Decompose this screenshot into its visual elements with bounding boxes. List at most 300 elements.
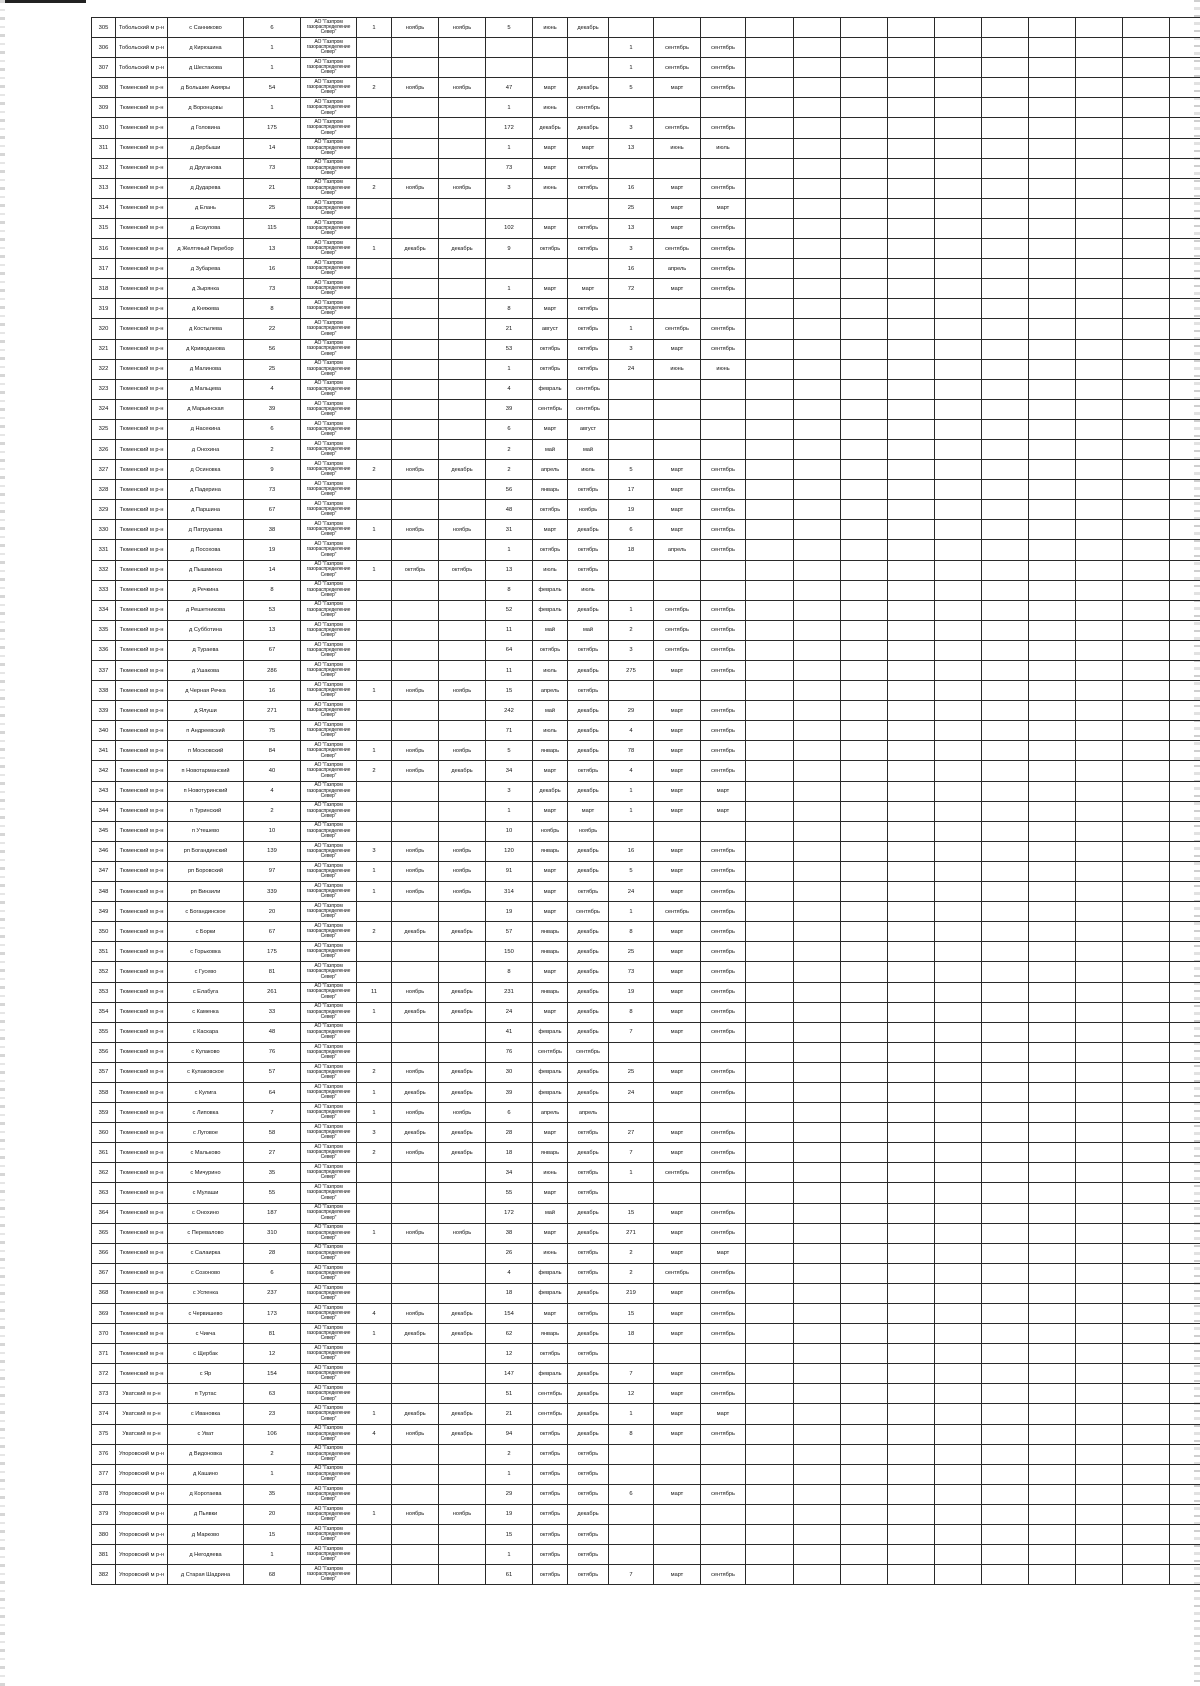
district-cell: Тюменский м р-н: [116, 922, 168, 942]
blank-cell: [1076, 1484, 1123, 1504]
blank-cell: [982, 1444, 1029, 1464]
stage1-end-cell: декабрь: [439, 922, 486, 942]
blank-cell: [1029, 1424, 1076, 1444]
blank-cell: [841, 1082, 888, 1102]
row-number: 353: [92, 982, 116, 1002]
blank-cell: [982, 1123, 1029, 1143]
operator-cell: АО "Газпром газораспределение Север": [301, 359, 357, 379]
settlement-cell: д Зубарева: [168, 259, 244, 279]
operator-cell: АО "Газпром газораспределение Север": [301, 640, 357, 660]
stage2-start-cell: июль: [533, 560, 568, 580]
total-count-cell: 56: [244, 339, 301, 359]
total-count-cell: 1: [244, 38, 301, 58]
blank-cell: [1123, 681, 1170, 701]
row-number: 348: [92, 882, 116, 902]
stage3-start-cell: март: [654, 1404, 701, 1424]
stage3-end-cell: сентябрь: [701, 1565, 746, 1585]
blank-cell: [841, 1384, 888, 1404]
total-count-cell: 13: [244, 239, 301, 259]
blank-cell: [1029, 861, 1076, 881]
blank-cell: [982, 218, 1029, 238]
stage2-count-cell: 1: [486, 801, 533, 821]
total-count-cell: 2: [244, 439, 301, 459]
blank-cell: [982, 1344, 1029, 1364]
blank-cell: [1170, 1525, 1200, 1545]
blank-cell: [1076, 259, 1123, 279]
stage1-count-cell: 4: [357, 1304, 392, 1324]
operator-cell: АО "Газпром газораспределение Север": [301, 821, 357, 841]
total-count-cell: 23: [244, 1404, 301, 1424]
stage2-start-cell: февраль: [533, 1263, 568, 1283]
stage2-start-cell: март: [533, 1002, 568, 1022]
blank-cell: [794, 98, 841, 118]
blank-cell: [1076, 138, 1123, 158]
stage3-end-cell: сентябрь: [701, 1203, 746, 1223]
table-row: [92, 419, 1200, 439]
row-number: 337: [92, 661, 116, 681]
blank-cell: [1123, 1565, 1170, 1585]
blank-cell: [1029, 982, 1076, 1002]
blank-cell: [935, 1263, 982, 1283]
blank-cell: [1029, 1082, 1076, 1102]
district-cell: Упоровский м р-н: [116, 1444, 168, 1464]
blank-cell: [746, 681, 794, 701]
stage3-start-cell: март: [654, 661, 701, 681]
row-number: 305: [92, 18, 116, 38]
stage3-count-cell: 1: [609, 1404, 654, 1424]
stage1-end-cell: [439, 661, 486, 681]
stage3-start-cell: [654, 18, 701, 38]
blank-cell: [841, 1464, 888, 1484]
stage2-end-cell: октябрь: [568, 761, 609, 781]
table-row: [92, 1042, 1200, 1062]
stage3-count-cell: 1: [609, 38, 654, 58]
row-number: 330: [92, 520, 116, 540]
blank-cell: [794, 861, 841, 881]
stage1-count-cell: [357, 58, 392, 78]
blank-cell: [1123, 1123, 1170, 1143]
stage3-count-cell: 25: [609, 198, 654, 218]
table-row: [92, 681, 1200, 701]
blank-cell: [1170, 319, 1200, 339]
stage1-end-cell: декабрь: [439, 239, 486, 259]
district-cell: Тюменский м р-н: [116, 781, 168, 801]
blank-cell: [746, 1062, 794, 1082]
operator-cell: АО "Газпром газораспределение Север": [301, 600, 357, 620]
blank-cell: [746, 178, 794, 198]
stage1-count-cell: [357, 600, 392, 620]
blank-cell: [982, 1243, 1029, 1263]
blank-cell: [1170, 379, 1200, 399]
stage1-end-cell: [439, 419, 486, 439]
settlement-cell: с Уват: [168, 1424, 244, 1444]
blank-cell: [794, 399, 841, 419]
settlement-cell: д Ушакова: [168, 661, 244, 681]
blank-cell: [1170, 1263, 1200, 1283]
row-number: 313: [92, 178, 116, 198]
stage2-end-cell: декабрь: [568, 1364, 609, 1384]
blank-cell: [888, 580, 935, 600]
blank-cell: [841, 942, 888, 962]
blank-cell: [841, 1324, 888, 1344]
stage3-count-cell: 1: [609, 600, 654, 620]
row-number: 382: [92, 1565, 116, 1585]
table-row: [92, 560, 1200, 580]
total-count-cell: 39: [244, 399, 301, 419]
stage1-start-cell: [392, 339, 439, 359]
blank-cell: [1123, 1203, 1170, 1223]
stage2-count-cell: 19: [486, 1504, 533, 1524]
stage3-end-cell: сентябрь: [701, 339, 746, 359]
blank-cell: [935, 379, 982, 399]
blank-cell: [746, 1123, 794, 1143]
table-row: [92, 1203, 1200, 1223]
stage2-start-cell: март: [533, 801, 568, 821]
stage3-count-cell: 1: [609, 902, 654, 922]
blank-cell: [1029, 560, 1076, 580]
blank-cell: [888, 1324, 935, 1344]
stage2-count-cell: 10: [486, 821, 533, 841]
stage3-end-cell: сентябрь: [701, 1364, 746, 1384]
district-cell: Уватский м р-н: [116, 1424, 168, 1444]
blank-cell: [982, 821, 1029, 841]
blank-cell: [1029, 1304, 1076, 1324]
stage2-end-cell: октябрь: [568, 560, 609, 580]
operator-cell: АО "Газпром газораспределение Север": [301, 419, 357, 439]
row-number: 338: [92, 681, 116, 701]
blank-cell: [1123, 1042, 1170, 1062]
blank-cell: [746, 1525, 794, 1545]
blank-cell: [841, 419, 888, 439]
blank-cell: [888, 1042, 935, 1062]
total-count-cell: 2: [244, 801, 301, 821]
stage3-start-cell: сентябрь: [654, 319, 701, 339]
blank-cell: [1076, 399, 1123, 419]
blank-cell: [794, 1183, 841, 1203]
operator-cell: АО "Газпром газораспределение Север": [301, 620, 357, 640]
blank-cell: [746, 600, 794, 620]
blank-cell: [841, 1143, 888, 1163]
stage1-start-cell: [392, 942, 439, 962]
stage3-end-cell: сентябрь: [701, 1123, 746, 1143]
blank-cell: [1170, 701, 1200, 721]
blank-cell: [794, 359, 841, 379]
blank-cell: [935, 721, 982, 741]
blank-cell: [841, 460, 888, 480]
stage1-end-cell: декабрь: [439, 1002, 486, 1022]
blank-cell: [1170, 1203, 1200, 1223]
blank-cell: [794, 1364, 841, 1384]
stage3-start-cell: март: [654, 1324, 701, 1344]
stage1-count-cell: [357, 1042, 392, 1062]
stage1-start-cell: [392, 419, 439, 439]
stage3-count-cell: 18: [609, 1324, 654, 1344]
total-count-cell: 4: [244, 781, 301, 801]
blank-cell: [746, 1002, 794, 1022]
stage3-end-cell: сентябрь: [701, 279, 746, 299]
blank-cell: [935, 922, 982, 942]
blank-cell: [841, 98, 888, 118]
blank-cell: [1170, 620, 1200, 640]
blank-cell: [841, 1283, 888, 1303]
settlement-cell: д Решетникова: [168, 600, 244, 620]
operator-cell: АО "Газпром газораспределение Север": [301, 379, 357, 399]
blank-cell: [1170, 1123, 1200, 1143]
stage1-start-cell: [392, 1384, 439, 1404]
blank-cell: [794, 721, 841, 741]
blank-cell: [935, 962, 982, 982]
stage3-end-cell: март: [701, 1404, 746, 1424]
stage1-start-cell: [392, 399, 439, 419]
stage1-start-cell: декабрь: [392, 1002, 439, 1022]
table-row: [92, 98, 1200, 118]
stage3-end-cell: сентябрь: [701, 520, 746, 540]
stage2-count-cell: 1: [486, 359, 533, 379]
blank-cell: [1123, 1404, 1170, 1424]
stage2-end-cell: декабрь: [568, 942, 609, 962]
blank-cell: [1123, 399, 1170, 419]
blank-cell: [935, 279, 982, 299]
stage3-end-cell: сентябрь: [701, 38, 746, 58]
blank-cell: [841, 1545, 888, 1565]
blank-cell: [1123, 339, 1170, 359]
stage1-end-cell: декабрь: [439, 1324, 486, 1344]
blank-cell: [888, 721, 935, 741]
stage2-end-cell: октябрь: [568, 1304, 609, 1324]
stage2-start-cell: декабрь: [533, 118, 568, 138]
stage1-count-cell: [357, 198, 392, 218]
district-cell: Упоровский м р-н: [116, 1464, 168, 1484]
blank-cell: [1123, 1324, 1170, 1344]
blank-cell: [794, 882, 841, 902]
stage3-start-cell: [654, 379, 701, 399]
settlement-cell: д Большие Акияры: [168, 78, 244, 98]
settlement-cell: д Старая Шадрина: [168, 1565, 244, 1585]
blank-cell: [841, 821, 888, 841]
blank-cell: [746, 821, 794, 841]
stage2-start-cell: март: [533, 299, 568, 319]
blank-cell: [1029, 922, 1076, 942]
row-number: 366: [92, 1243, 116, 1263]
table-row: [92, 18, 1200, 38]
table-row: [92, 882, 1200, 902]
blank-cell: [982, 922, 1029, 942]
stage3-count-cell: 24: [609, 1082, 654, 1102]
district-cell: Тюменский м р-н: [116, 761, 168, 781]
stage3-count-cell: 271: [609, 1223, 654, 1243]
stage2-end-cell: сентябрь: [568, 902, 609, 922]
blank-cell: [1170, 18, 1200, 38]
blank-cell: [888, 882, 935, 902]
blank-cell: [1076, 1022, 1123, 1042]
blank-cell: [794, 1424, 841, 1444]
settlement-cell: п Новотуринский: [168, 781, 244, 801]
blank-cell: [1123, 1464, 1170, 1484]
blank-cell: [746, 962, 794, 982]
blank-cell: [794, 1002, 841, 1022]
blank-cell: [1029, 1464, 1076, 1484]
stage3-count-cell: [609, 379, 654, 399]
row-number: 354: [92, 1002, 116, 1022]
stage2-end-cell: октябрь: [568, 640, 609, 660]
settlement-cell: д Костылева: [168, 319, 244, 339]
stage1-count-cell: [357, 118, 392, 138]
blank-cell: [935, 902, 982, 922]
blank-cell: [841, 721, 888, 741]
blank-cell: [1170, 1163, 1200, 1183]
blank-cell: [1076, 18, 1123, 38]
blank-cell: [1076, 1042, 1123, 1062]
stage3-count-cell: 1: [609, 319, 654, 339]
stage2-end-cell: [568, 259, 609, 279]
blank-cell: [1123, 78, 1170, 98]
district-cell: Упоровский м р-н: [116, 1504, 168, 1524]
stage3-start-cell: сентябрь: [654, 1163, 701, 1183]
blank-cell: [1123, 58, 1170, 78]
blank-cell: [982, 419, 1029, 439]
row-number: 318: [92, 279, 116, 299]
blank-cell: [841, 540, 888, 560]
district-cell: Тюменский м р-н: [116, 882, 168, 902]
stage3-start-cell: [654, 681, 701, 701]
stage2-count-cell: 11: [486, 620, 533, 640]
operator-cell: АО "Газпром газораспределение Север": [301, 1424, 357, 1444]
blank-cell: [1123, 962, 1170, 982]
blank-cell: [888, 1404, 935, 1424]
stage3-end-cell: [701, 1545, 746, 1565]
blank-cell: [982, 1364, 1029, 1384]
stage1-count-cell: [357, 1545, 392, 1565]
blank-cell: [1123, 1103, 1170, 1123]
blank-cell: [746, 359, 794, 379]
blank-cell: [1123, 1364, 1170, 1384]
blank-cell: [1123, 902, 1170, 922]
blank-cell: [1170, 480, 1200, 500]
stage2-end-cell: декабрь: [568, 701, 609, 721]
stage3-start-cell: [654, 1042, 701, 1062]
blank-cell: [982, 962, 1029, 982]
blank-cell: [1170, 861, 1200, 881]
blank-cell: [1123, 178, 1170, 198]
stage3-start-cell: март: [654, 741, 701, 761]
settlement-cell: д Паршина: [168, 500, 244, 520]
stage1-end-cell: ноябрь: [439, 1504, 486, 1524]
operator-cell: АО "Газпром газораспределение Север": [301, 882, 357, 902]
settlement-cell: с Санниково: [168, 18, 244, 38]
operator-cell: АО "Газпром газораспределение Север": [301, 1022, 357, 1042]
stage2-start-cell: февраль: [533, 379, 568, 399]
total-count-cell: 75: [244, 721, 301, 741]
stage1-start-cell: ноябрь: [392, 18, 439, 38]
operator-cell: АО "Газпром газораспределение Север": [301, 118, 357, 138]
blank-cell: [888, 1163, 935, 1183]
table-row: [92, 1062, 1200, 1082]
total-count-cell: 67: [244, 500, 301, 520]
blank-cell: [1170, 1103, 1200, 1123]
stage3-count-cell: 16: [609, 841, 654, 861]
blank-cell: [746, 661, 794, 681]
blank-cell: [935, 1384, 982, 1404]
blank-cell: [1170, 259, 1200, 279]
stage1-end-cell: [439, 359, 486, 379]
blank-cell: [982, 480, 1029, 500]
blank-cell: [982, 1324, 1029, 1344]
blank-cell: [1029, 942, 1076, 962]
stage2-count-cell: [486, 38, 533, 58]
blank-cell: [935, 460, 982, 480]
stage1-start-cell: декабрь: [392, 1123, 439, 1143]
blank-cell: [841, 1022, 888, 1042]
blank-cell: [1123, 1183, 1170, 1203]
blank-cell: [1076, 1203, 1123, 1223]
blank-cell: [1170, 78, 1200, 98]
district-cell: Тюменский м р-н: [116, 1183, 168, 1203]
settlement-cell: с Чикча: [168, 1324, 244, 1344]
blank-cell: [888, 78, 935, 98]
blank-cell: [935, 480, 982, 500]
stage2-count-cell: 15: [486, 681, 533, 701]
blank-cell: [888, 158, 935, 178]
table-row: [92, 279, 1200, 299]
blank-cell: [841, 439, 888, 459]
blank-cell: [794, 1022, 841, 1042]
blank-cell: [1123, 379, 1170, 399]
blank-cell: [841, 279, 888, 299]
total-count-cell: 187: [244, 1203, 301, 1223]
total-count-cell: 16: [244, 681, 301, 701]
blank-cell: [1123, 500, 1170, 520]
blank-cell: [1076, 1082, 1123, 1102]
blank-cell: [1170, 1545, 1200, 1565]
operator-cell: АО "Газпром газораспределение Север": [301, 801, 357, 821]
district-cell: Тюменский м р-н: [116, 600, 168, 620]
blank-cell: [982, 882, 1029, 902]
settlement-cell: с Ивановка: [168, 1404, 244, 1424]
blank-cell: [1076, 902, 1123, 922]
blank-cell: [1170, 661, 1200, 681]
blank-cell: [1170, 1042, 1200, 1062]
operator-cell: АО "Газпром газораспределение Север": [301, 902, 357, 922]
row-number: 355: [92, 1022, 116, 1042]
stage1-end-cell: [439, 218, 486, 238]
stage2-start-cell: февраль: [533, 600, 568, 620]
blank-cell: [1029, 1484, 1076, 1504]
table-row: [92, 962, 1200, 982]
stage2-count-cell: 4: [486, 379, 533, 399]
stage3-start-cell: март: [654, 781, 701, 801]
district-cell: Тюменский м р-н: [116, 821, 168, 841]
blank-cell: [794, 218, 841, 238]
total-count-cell: 139: [244, 841, 301, 861]
blank-cell: [841, 1103, 888, 1123]
operator-cell: АО "Газпром газораспределение Север": [301, 1384, 357, 1404]
total-count-cell: 175: [244, 118, 301, 138]
blank-cell: [1170, 560, 1200, 580]
blank-cell: [1170, 882, 1200, 902]
blank-cell: [1029, 1143, 1076, 1163]
stage1-end-cell: ноябрь: [439, 178, 486, 198]
blank-cell: [1076, 661, 1123, 681]
blank-cell: [1170, 902, 1200, 922]
blank-cell: [1170, 399, 1200, 419]
blank-cell: [1123, 801, 1170, 821]
blank-cell: [982, 560, 1029, 580]
stage2-end-cell: декабрь: [568, 1324, 609, 1344]
stage1-count-cell: 2: [357, 178, 392, 198]
stage1-count-cell: [357, 1022, 392, 1042]
district-cell: Тюменский м р-н: [116, 741, 168, 761]
blank-cell: [982, 1384, 1029, 1404]
